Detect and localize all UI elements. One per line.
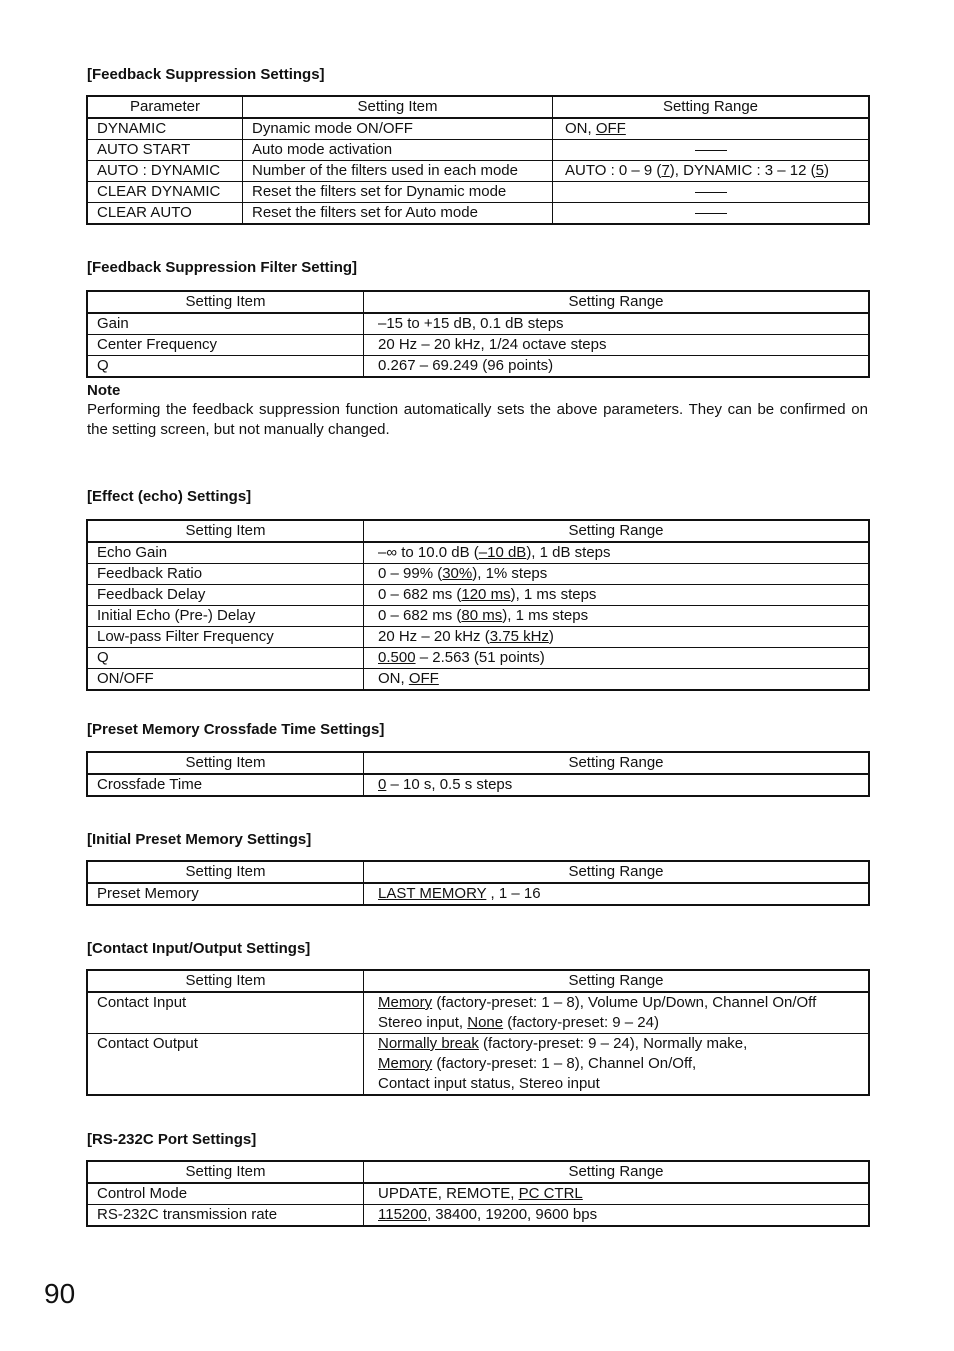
range-line: Memory (factory-preset: 1 – 8), Volume Up/Down, Channel On/Off	[378, 994, 817, 1011]
parameter-cell: DYNAMIC	[88, 118, 243, 140]
table-contact	[87, 970, 869, 1095]
range-cell	[364, 992, 869, 1034]
dash-mark	[695, 213, 727, 214]
range-cell: LAST MEMORY , 1 – 16	[364, 883, 869, 905]
column-header: Setting Item	[88, 521, 364, 543]
table-row	[88, 883, 869, 905]
table-row	[88, 564, 869, 585]
section-title-rs232c: [RS-232C Port Settings]	[87, 1131, 257, 1148]
item-cell: Echo Gain	[88, 542, 364, 564]
table-row	[88, 161, 869, 182]
item-cell: Reset the filters set for Auto mode	[243, 203, 553, 224]
item-cell: Dynamic mode ON/OFF	[243, 118, 553, 140]
table-header-row	[88, 753, 869, 775]
table-row	[88, 1205, 869, 1226]
section-title-contact: [Contact Input/Output Settings]	[87, 940, 311, 957]
table-header-row	[88, 862, 869, 884]
range-line: Stereo input, None (factory-preset: 9 – 24)	[378, 1014, 659, 1031]
range-cell: 20 Hz – 20 kHz (3.75 kHz)	[364, 627, 869, 648]
item-cell: Center Frequency	[88, 335, 364, 356]
parameter-cell: AUTO START	[88, 140, 243, 161]
table-header-row	[88, 971, 869, 993]
table-filter-setting	[87, 291, 869, 377]
column-header: Setting Item	[88, 753, 364, 775]
range-cell-empty	[553, 203, 869, 224]
section-title-feedback-suppression: [Feedback Suppression Settings]	[87, 66, 325, 83]
table-initial-preset	[87, 861, 869, 905]
item-cell: Reset the filters set for Dynamic mode	[243, 182, 553, 203]
range-cell-empty	[553, 140, 869, 161]
item-cell: Contact Output	[88, 1034, 364, 1095]
table-row	[88, 627, 869, 648]
table-row	[88, 140, 869, 161]
column-header: Setting Range	[364, 862, 869, 884]
item-cell: Auto mode activation	[243, 140, 553, 161]
column-header: Setting Range	[364, 521, 869, 543]
table-row	[88, 669, 869, 690]
item-cell: Contact Input	[88, 992, 364, 1034]
table-row	[88, 182, 869, 203]
range-line: Normally break (factory-preset: 9 – 24), Normally make,	[378, 1035, 748, 1052]
range-cell	[364, 1034, 869, 1095]
table-row	[88, 992, 869, 1034]
table-row	[88, 356, 869, 377]
range-cell: ON, OFF	[553, 118, 869, 140]
column-header: Setting Item	[88, 862, 364, 884]
table-row	[88, 203, 869, 224]
column-header: Setting Item	[88, 1162, 364, 1184]
column-header: Parameter	[88, 97, 243, 119]
table-rs232c	[87, 1161, 869, 1226]
item-cell: Number of the filters used in each mode	[243, 161, 553, 182]
range-cell: –∞ to 10.0 dB (–10 dB), 1 dB steps	[364, 542, 869, 564]
item-cell: Control Mode	[88, 1183, 364, 1205]
item-cell: ON/OFF	[88, 669, 364, 690]
table-row	[88, 118, 869, 140]
item-cell: RS-232C transmission rate	[88, 1205, 364, 1226]
page-number: 90	[44, 1278, 76, 1309]
column-header: Setting Item	[243, 97, 553, 119]
range-cell: AUTO : 0 – 9 (7), DYNAMIC : 3 – 12 (5)	[553, 161, 869, 182]
column-header: Setting Range	[364, 292, 869, 314]
range-cell: 0.267 – 69.249 (96 points)	[364, 356, 869, 377]
range-line: Contact input status, Stereo input	[378, 1075, 600, 1092]
section-title-initial-preset: [Initial Preset Memory Settings]	[87, 831, 312, 848]
table-row	[88, 542, 869, 564]
table-header-row	[88, 1162, 869, 1184]
table-row	[88, 313, 869, 335]
column-header: Setting Item	[88, 292, 364, 314]
section-title-crossfade: [Preset Memory Crossfade Time Settings]	[87, 721, 385, 738]
item-cell: Q	[88, 356, 364, 377]
dash-mark	[695, 192, 727, 193]
section-title-echo: [Effect (echo) Settings]	[87, 488, 252, 505]
column-header: Setting Range	[364, 971, 869, 993]
column-header: Setting Item	[88, 971, 364, 993]
item-cell: Low-pass Filter Frequency	[88, 627, 364, 648]
range-cell: UPDATE, REMOTE, PC CTRL	[364, 1183, 869, 1205]
range-cell-empty	[553, 182, 869, 203]
column-header: Setting Range	[364, 1162, 869, 1184]
table-row	[88, 774, 869, 796]
parameter-cell: CLEAR AUTO	[88, 203, 243, 224]
item-cell: Initial Echo (Pre-) Delay	[88, 606, 364, 627]
range-cell: 0.500 – 2.563 (51 points)	[364, 648, 869, 669]
item-cell: Preset Memory	[88, 883, 364, 905]
table-crossfade	[87, 752, 869, 796]
table-row	[88, 606, 869, 627]
range-cell: –15 to +15 dB, 0.1 dB steps	[364, 313, 869, 335]
range-cell: 20 Hz – 20 kHz, 1/24 octave steps	[364, 335, 869, 356]
section-title-filter-setting: [Feedback Suppression Filter Setting]	[87, 259, 358, 276]
table-echo-settings	[87, 520, 869, 690]
parameter-cell: CLEAR DYNAMIC	[88, 182, 243, 203]
table-feedback-suppression	[87, 96, 869, 224]
dash-mark	[695, 150, 727, 151]
table-row	[88, 335, 869, 356]
item-cell: Feedback Ratio	[88, 564, 364, 585]
table-row	[88, 585, 869, 606]
table-row	[88, 1034, 869, 1095]
table-row	[88, 648, 869, 669]
item-cell: Feedback Delay	[88, 585, 364, 606]
note-text: Performing the feedback suppression function automatically sets the above parameters. They can be confirmed on the setting screen, but not manually changed.	[87, 401, 868, 438]
range-cell: 0 – 682 ms (120 ms), 1 ms steps	[364, 585, 869, 606]
item-cell: Q	[88, 648, 364, 669]
table-header-row	[88, 521, 869, 543]
range-cell: 115200, 38400, 19200, 9600 bps	[364, 1205, 869, 1226]
item-cell: Crossfade Time	[88, 774, 364, 796]
range-cell: 0 – 99% (30%), 1% steps	[364, 564, 869, 585]
column-header: Setting Range	[553, 97, 869, 119]
table-row	[88, 1183, 869, 1205]
range-cell: 0 – 682 ms (80 ms), 1 ms steps	[364, 606, 869, 627]
table-header-row	[88, 292, 869, 314]
range-line: Memory (factory-preset: 1 – 8), Channel On/Off,	[378, 1055, 697, 1072]
range-cell: ON, OFF	[364, 669, 869, 690]
parameter-cell: AUTO : DYNAMIC	[88, 161, 243, 182]
range-cell: 0 – 10 s, 0.5 s steps	[364, 774, 869, 796]
column-header: Setting Range	[364, 753, 869, 775]
note-heading: Note	[87, 382, 121, 399]
item-cell: Gain	[88, 313, 364, 335]
table-header-row	[88, 97, 869, 119]
